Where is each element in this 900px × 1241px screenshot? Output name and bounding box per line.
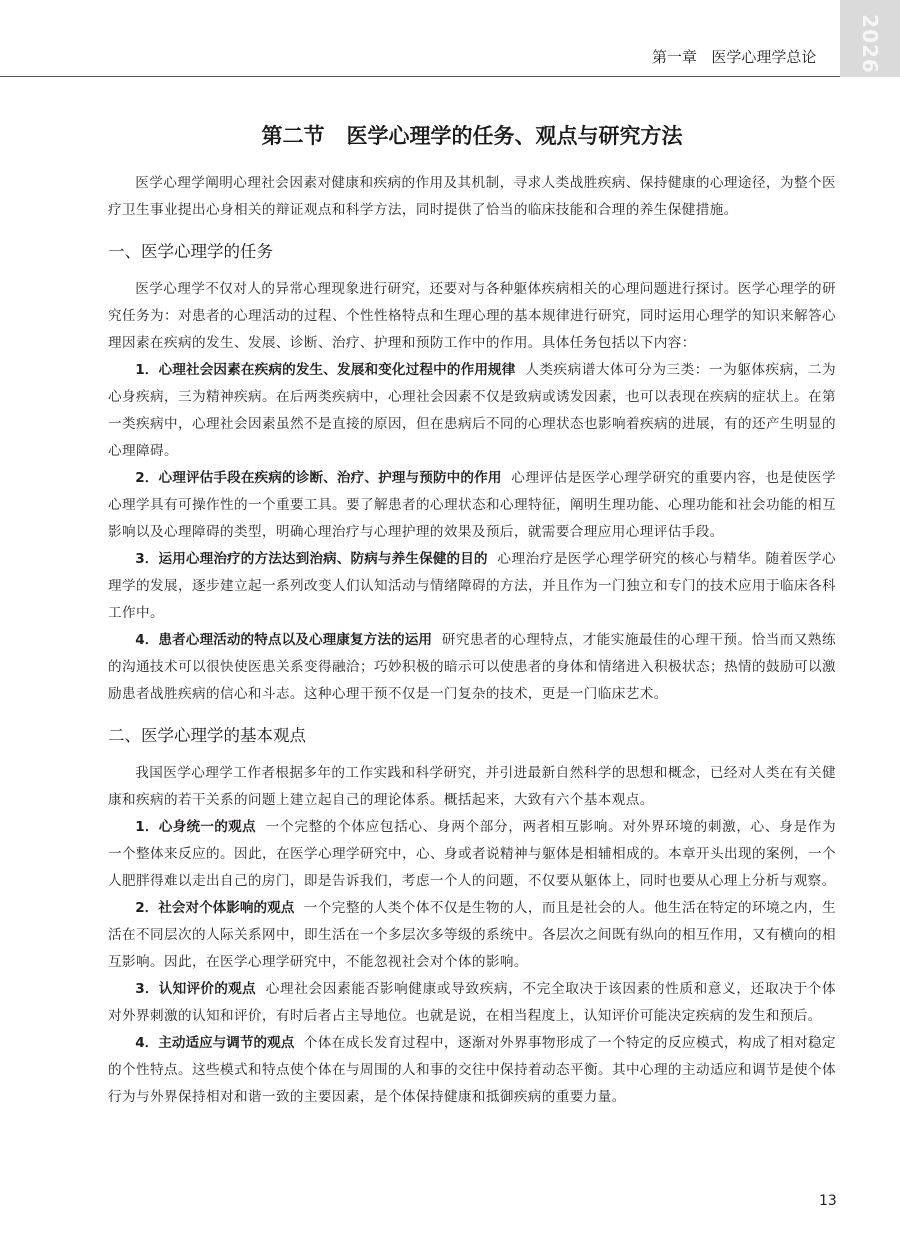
page-content [108, 116, 836, 1111]
task-item-text: 人类疾病谱大体可分为三类：一为躯体疾病，二为心身疾病，三为精神疾病。在后两类疾病中，心理社会因素不仅是致病或诱发因素，也可以表现在疾病的症状上。在第一类疾病中，心理社会因素虽然不是直接的原因，但在患病后不同的心理状态也影响着疾病的进展，有的还产生明显的心理障碍。 [108, 362, 836, 459]
running-header [652, 46, 842, 67]
task-item-title: 3．运用心理治疗的方法达到治病、防病与养生保健的目的 [135, 551, 488, 567]
task-item-text: 心理评估是医学心理学研究的重要内容，也是使医学心理学具有可操作性的一个重要工具。要了解患者的心理状态和心理特征，阐明生理功能、心理功能和社会功能的相互影响以及心理障碍的类型，明确心理治疗与心理护理的效果及预后，就需要合理应用心理评估手段。 [108, 470, 836, 540]
task-item-text: 心理治疗是医学心理学研究的核心与精华。随着医学心理学的发展，逐步建立起一系列改变人们认知活动与情绪障碍的方法，并且作为一门独立和专门的技术应用于临床各科工作中。 [108, 551, 836, 621]
viewpoint-item-text: 一个完整的个体应包括心、身两个部分，两者相互影响。对外界环境的刺激，心、身是作为一个整体来反应的。因此，在医学心理学研究中，心、身或者说精神与躯体是相辅相成的。本章开头出现的案例，一个人肥胖得难以走出自己的房门，即是告诉我们，考虑一个人的问题，不仅要从躯体上，同时也要从心理上分析与观察。 [108, 819, 836, 889]
viewpoints-intro: 我国医学心理学工作者根据多年的工作实践和科学研究，并引进最新自然科学的思想和概念，已经对人类在有关健康和疾病的若干关系的问题上建立起自己的理论体系。概括起来，大致有六个基本观点。 [108, 765, 836, 808]
viewpoint-item [108, 814, 836, 895]
task-item-text: 研究患者的心理特点，才能实施最佳的心理干预。恰当而又熟练的沟通技术可以很快使医患关系变得融洽；巧妙积极的暗示可以使患者的身体和情绪进入积极状态；热情的鼓励可以激励患者战胜疾病的信心和斗志。这种心理干预不仅是一门复杂的技术，更是一门临床艺术。 [108, 632, 836, 702]
viewpoints-heading: 二、医学心理学的基本观点 [108, 726, 306, 745]
page-number: 13 [819, 1193, 837, 1209]
task-item-title: 1．心理社会因素在疾病的发生、发展和变化过程中的作用规律 [135, 362, 516, 378]
section-intro: 医学心理学阐明心理社会因素对健康和疾病的作用及其机制，寻求人类战胜疾病、保持健康的心理途径，为整个医疗卫生事业提出心身相关的辩证观点和科学方法，同时提供了恰当的临床技能和合理的养生保健措施。 [108, 175, 836, 218]
viewpoint-item-text: 一个完整的人类个体不仅是生物的人，而且是社会的人。他生活在特定的环境之内，生活在不同层次的人际关系网中，即生活在一个多层次多等级的系统中。各层次之间既有纵向的相互作用，又有横向的相互影响。因此，在医学心理学研究中，不能忽视社会对个体的影响。 [108, 900, 836, 970]
year-tab-label: 2026 [858, 14, 882, 74]
viewpoint-item [108, 976, 836, 1030]
task-item [108, 627, 836, 708]
task-item [108, 465, 836, 546]
viewpoint-item-title: 4．主动适应与调节的观点 [135, 1035, 295, 1051]
task-item-title: 2．心理评估手段在疾病的诊断、治疗、护理与预防中的作用 [135, 470, 502, 486]
chapter-title: 医学心理学总论 [711, 48, 817, 66]
viewpoint-item-text: 心理社会因素能否影响健康或导致疾病，不完全取决于该因素的性质和意义，还取决于个体对外界刺激的认知和评价，有时后者占主导地位。也就是说，在相当程度上，认知评价可能决定疾病的发生和预后。 [108, 981, 836, 1024]
header-rule [0, 76, 840, 77]
viewpoint-item-title: 1．心身统一的观点 [135, 819, 256, 835]
viewpoint-item-text: 个体在成长发育过程中，逐渐对外界事物形成了一个特定的反应模式，构成了相对稳定的个性特点。这些模式和特点使个体在与周围的人和事的交往中保持着动态平衡。其中心理的主动适应和调节是使个体行为与外界保持相对和谐一致的主要因素，是个体保持健康和抵御疾病的重要力量。 [108, 1035, 836, 1105]
task-item [108, 546, 836, 627]
tasks-intro: 医学心理学不仅对人的异常心理现象进行研究，还要对与各种躯体疾病相关的心理问题进行探讨。医学心理学的研究任务为：对患者的心理活动的过程、个性性格特点和生理心理的基本规律进行研究，同时运用心理学的知识来解答心理因素在疾病的发生、发展、诊断、治疗、护理和预防工作中的作用。具体任务包括以下内容： [108, 281, 836, 351]
viewpoint-item-title: 3．认知评价的观点 [135, 981, 256, 997]
section-number: 第二节 [261, 123, 325, 148]
section-title-text: 医学心理学的任务、观点与研究方法 [346, 123, 683, 148]
tasks-heading: 一、医学心理学的任务 [108, 242, 273, 261]
viewpoint-item [108, 895, 836, 976]
task-item [108, 357, 836, 465]
viewpoint-item [108, 1030, 836, 1111]
viewpoint-item-title: 2．社会对个体影响的观点 [135, 900, 295, 916]
chapter-number: 第一章 [652, 48, 698, 66]
task-item-title: 4．患者心理活动的特点以及心理康复方法的运用 [135, 632, 433, 648]
section-title [108, 120, 836, 150]
